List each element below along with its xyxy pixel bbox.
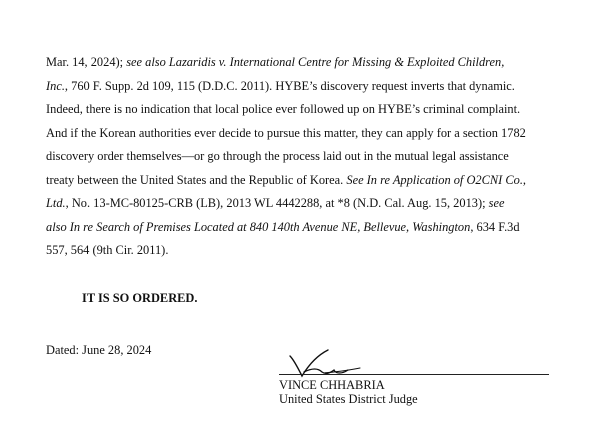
judge-name: VINCE CHHABRIA bbox=[279, 378, 385, 392]
text-line bbox=[46, 219, 520, 235]
judge-title: United States District Judge bbox=[279, 392, 418, 406]
text-segment: , 634 F.3d bbox=[470, 219, 520, 234]
text-segment: discovery order themselves—or go through the process laid out in the mutual legal assistance bbox=[46, 149, 509, 163]
signature-line bbox=[279, 374, 549, 375]
text-line bbox=[46, 148, 509, 164]
text-segment: Mar. 14, 2024); bbox=[46, 55, 127, 69]
text-line bbox=[46, 54, 504, 70]
citation-segment: Inc. bbox=[46, 78, 65, 93]
text-line bbox=[46, 101, 520, 117]
text-line bbox=[46, 242, 168, 258]
citation-segment: see bbox=[488, 196, 505, 210]
text-line bbox=[46, 125, 526, 141]
citation-segment: See In re Application of O2CNI Co., bbox=[346, 172, 527, 187]
text-segment: , 760 F. Supp. 2d 109, 115 (D.D.C. 2011). HYBE’s discovery request inverts that dynamic. bbox=[64, 78, 515, 93]
text-segment: Indeed, there is no indication that local police ever followed up on HYBE’s criminal complaint. bbox=[46, 102, 521, 116]
text-line bbox=[46, 172, 526, 188]
text-line bbox=[46, 195, 504, 211]
citation-segment: Ltd. bbox=[46, 196, 66, 210]
text-segment: , No. 13-MC-80125-CRB (LB), 2013 WL 4442288, at *8 (N.D. Cal. Aug. 15, 2013); bbox=[65, 196, 489, 210]
date-line: Dated: June 28, 2024 bbox=[46, 343, 152, 357]
citation-segment: see also Lazaridis v. International Centre for Missing & Exploited Children, bbox=[126, 55, 505, 69]
text-segment: 557, 564 (9th Cir. 2011). bbox=[46, 243, 169, 257]
citation-segment: also In re Search of Premises Located at 840 140th Avenue NE, Bellevue, Washington bbox=[46, 219, 471, 234]
order-statement: IT IS SO ORDERED. bbox=[82, 291, 198, 305]
text-segment: treaty between the United States and the Republic of Korea. bbox=[46, 172, 347, 187]
text-segment: And if the Korean authorities ever decide to pursue this matter, they can apply for a section 1782 bbox=[46, 125, 526, 140]
text-line bbox=[46, 78, 515, 94]
